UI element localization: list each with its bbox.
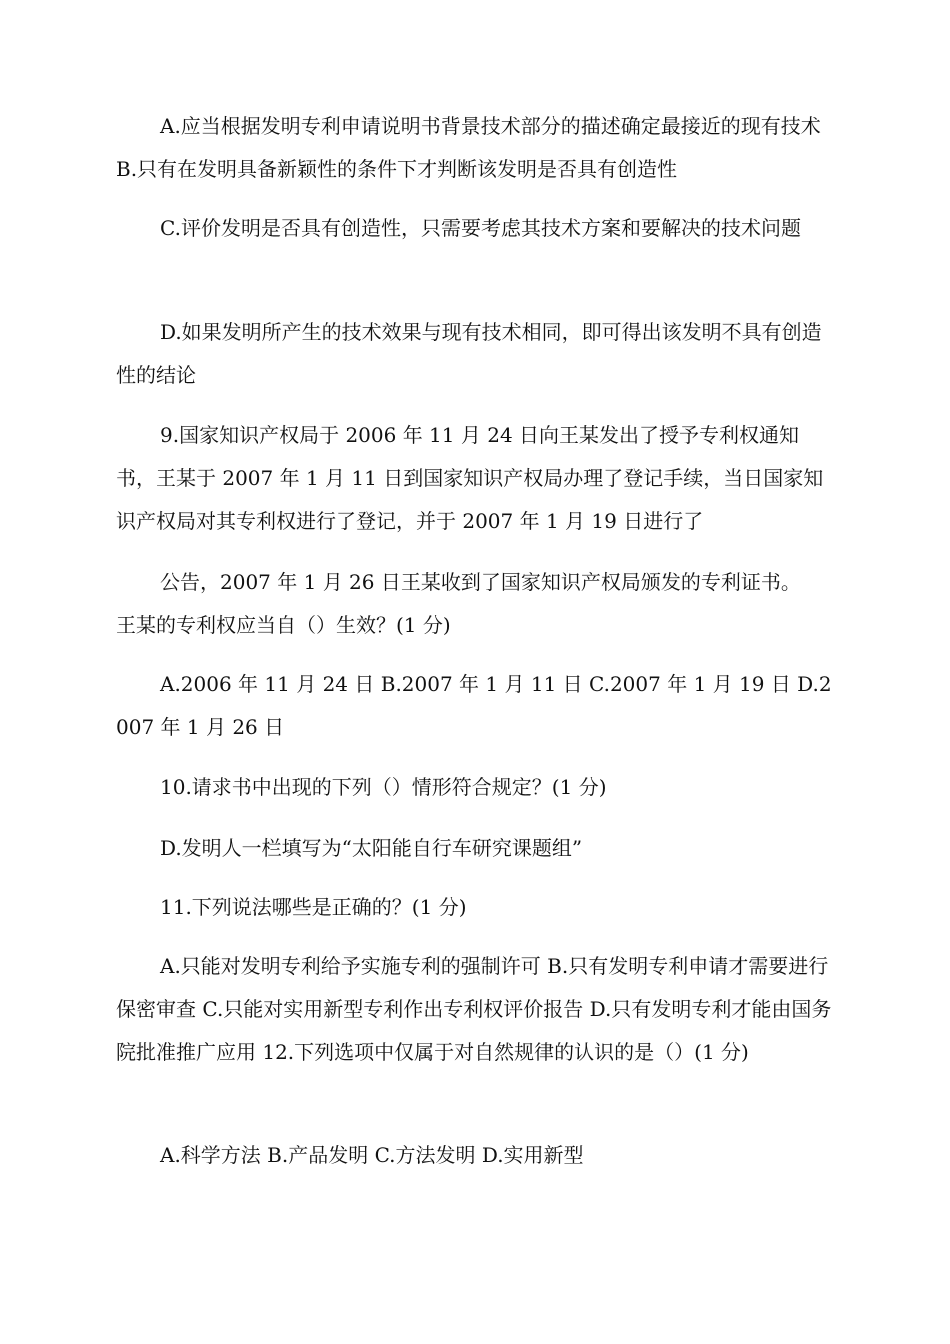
question-10-text: 10.请求书中出现的下列（）情形符合规定？(1 分) xyxy=(160,775,607,799)
question-9-text: 9.国家知识产权局于 2006 年 11 月 24 日向王某发出了授予专利权通知书，王某于 2007 年 1 月 11 日到国家知识产权局办理了登记手续，当日国家知识产权局对其专利权进行了登记，并于 2007 年 1 月 19 日进行了 xyxy=(116,423,824,533)
option-paragraph-d: D.如果发明所产生的技术效果与现有技术相同，即可得出该发明不具有创造性的结论 xyxy=(116,320,822,387)
question-12-options: A.科学方法 B.产品发明 C.方法发明 D.实用新型 xyxy=(160,1143,584,1167)
question-9-continuation: 公告，2007 年 1 月 26 日王某收到了国家知识产权局颁发的专利证书。 xyxy=(160,570,801,594)
question-9-options: A.2006 年 11 月 24 日 B.2007 年 1 月 11 日 C.2007 年 1 月 19 日 D.2007 年 1 月 26 日 xyxy=(116,672,832,739)
question-9-prompt: 王某的专利权应当自（）生效？(1 分) xyxy=(116,613,451,637)
option-paragraph-a-b: A.应当根据发明专利申请说明书背景技术部分的描述确定最接近的现有技术 B.只有在发明具备新颖性的条件下才判断该发明是否具有创造性 xyxy=(116,114,821,181)
option-paragraph-c: C.评价发明是否具有创造性，只需要考虑其技术方案和要解决的技术问题 xyxy=(160,216,801,240)
question-11-text: 11.下列说法哪些是正确的？(1 分) xyxy=(160,895,467,919)
question-10-option-d: D.发明人一栏填写为“太阳能自行车研究课题组” xyxy=(160,836,583,860)
question-11-options: A.只能对发明专利给予实施专利的强制许可 B.只有发明专利申请才需要进行保密审查 C.只能对实用新型专利作出专利权评价报告 D.只有发明专利才能由国务院批准推广应用 12.下列选项中仅属于对自然规律的认识的是（）(1 分) xyxy=(116,954,832,1064)
